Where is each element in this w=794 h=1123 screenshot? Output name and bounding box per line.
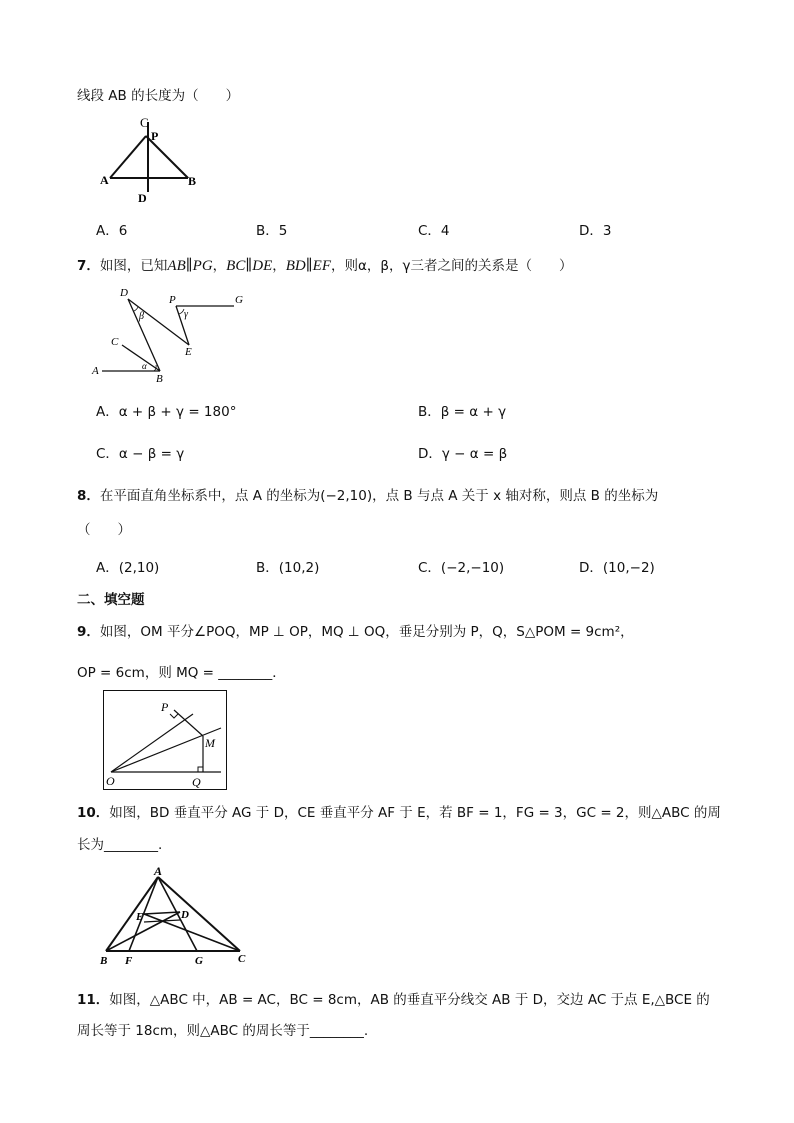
- q7-label-c: C: [111, 336, 119, 348]
- q10-line2: 长为________.: [77, 837, 163, 853]
- q6-option-c[interactable]: C．4: [418, 223, 450, 239]
- q9-figure: [103, 690, 227, 790]
- q7-option-d[interactable]: D．γ − α = β: [418, 446, 508, 462]
- q10-label-b: B: [100, 955, 108, 967]
- q7-label-p: P: [169, 294, 176, 306]
- q8-option-d[interactable]: D．(10,−2): [579, 560, 655, 576]
- q9-label-q: Q: [192, 775, 201, 789]
- q10-label-d: D: [181, 909, 189, 921]
- q7-figure: [92, 287, 252, 385]
- q11-text-line1: 如图，△ABC 中，AB = AC，BC = 8cm，AB 的垂直平分线交 AB 于 D，交边 AC 于点 E,△BCE 的: [109, 992, 710, 1008]
- q8-number: 8．: [77, 488, 100, 504]
- q9-line2: OP = 6cm，则 MQ = ________．: [77, 665, 286, 681]
- q8-stem: [77, 484, 658, 504]
- q9-label-p: P: [161, 700, 169, 714]
- q6-label-p: P: [151, 129, 159, 143]
- q6-label-a: A: [100, 173, 109, 187]
- q7-text-b: ，则α，β，γ三者之间的关系是（ ）: [331, 258, 573, 274]
- q7-option-c[interactable]: C．α − β = γ: [96, 446, 185, 462]
- q10-number: 10．: [77, 805, 110, 821]
- q10-figure: [98, 864, 252, 968]
- q10-line1: [77, 801, 721, 821]
- q7-label-beta: β: [139, 311, 144, 322]
- q11-line1: [77, 988, 710, 1008]
- q7-label-a: A: [92, 365, 99, 377]
- q8-option-c[interactable]: C．(−2,−10): [418, 560, 505, 576]
- q7-label-b: B: [156, 373, 163, 385]
- q10-label-a: A: [154, 864, 163, 878]
- q9-line1: [77, 620, 634, 640]
- q7-label-g: G: [235, 294, 243, 306]
- q7-stem: 7．如图，已知AB∥PG，BC∥DE，BD∥EF，则α，β，γ三者之间的关系是（ ）: [77, 258, 573, 274]
- q9-label-o: O: [106, 774, 115, 788]
- q6-option-d[interactable]: D．3: [579, 223, 612, 239]
- q7-text-a: 如图，已知: [99, 258, 168, 274]
- q7-number: 7．: [77, 258, 100, 274]
- q8-paren: （ ）: [77, 522, 131, 538]
- q10-label-f: F: [125, 955, 133, 967]
- section-heading-fill-blank: 二、填空题: [77, 592, 145, 608]
- q11-number: 11．: [77, 992, 110, 1008]
- q6-label-c: C: [140, 115, 149, 130]
- q9-label-m: M: [205, 736, 215, 750]
- q10-label-e: E: [136, 911, 144, 923]
- q6-tail-text: 线段 AB 的长度为（ ）: [77, 88, 240, 104]
- q9-number: 9．: [77, 624, 100, 640]
- q8-text: 在平面直角坐标系中，点 A 的坐标为(−2,10)，点 B 与点 A 关于 x 轴对称，则点 B 的坐标为: [99, 488, 659, 504]
- q6-label-b: B: [188, 174, 197, 188]
- q7-cond2: BC∥DE: [226, 258, 273, 274]
- q7-label-alpha: α: [142, 361, 147, 371]
- q7-option-a[interactable]: A．α + β + γ = 180°: [96, 404, 237, 420]
- q6-label-d: D: [138, 191, 147, 205]
- q6-option-b[interactable]: B．5: [256, 223, 288, 239]
- q10-text-line1: 如图，BD 垂直平分 AG 于 D，CE 垂直平分 AF 于 E，若 BF = 1，FG = 3，GC = 2，则△ABC 的周: [109, 805, 721, 821]
- q10-label-c: C: [238, 953, 246, 965]
- q7-label-gamma: γ: [184, 309, 188, 320]
- q9-text-line1: 如图，OM 平分∠POQ，MP ⊥ OP，MQ ⊥ OQ，垂足分别为 P，Q，S△POM = 9cm²，: [99, 624, 634, 640]
- q7-option-b[interactable]: B．β = α + γ: [418, 404, 507, 420]
- q7-label-d: D: [120, 287, 128, 299]
- q6-figure: [96, 112, 216, 207]
- q11-line2: 周长等于 18cm，则△ABC 的周长等于________.: [77, 1023, 369, 1039]
- q8-option-a[interactable]: A．(2,10): [96, 560, 160, 576]
- q7-label-e: E: [185, 346, 192, 358]
- q10-label-g: G: [195, 955, 203, 967]
- q7-cond3: BD∥EF: [285, 258, 331, 274]
- q7-cond1: AB∥PG: [167, 258, 213, 274]
- q6-option-a[interactable]: A．6: [96, 223, 128, 239]
- q8-option-b[interactable]: B．(10,2): [256, 560, 320, 576]
